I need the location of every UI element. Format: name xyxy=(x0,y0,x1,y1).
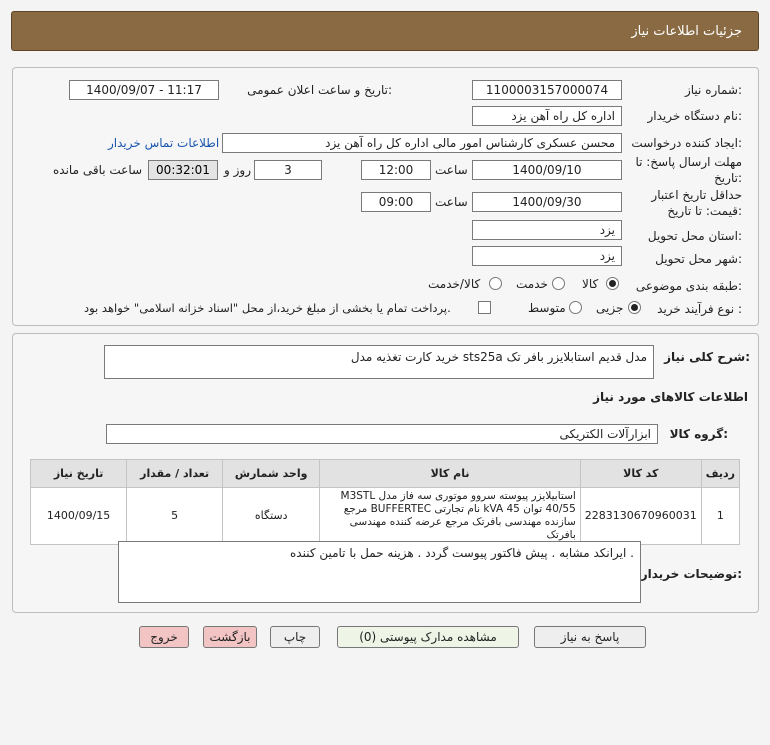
buyer-notes-label: توضیحات خریدار: xyxy=(640,567,742,581)
price-validity-label: حداقل تاریخ اعتبار xyxy=(651,188,742,202)
process-medium-radio[interactable] xyxy=(569,301,582,314)
requester-field[interactable]: محسن عسکری کارشناس امور مالی اداره کل راه آهن یزد xyxy=(222,133,622,153)
process-partial-radio[interactable] xyxy=(628,301,641,314)
col-date: تاریخ نیاز xyxy=(31,460,127,488)
response-time-field[interactable]: 12:00 xyxy=(361,160,431,180)
col-row: ردیف xyxy=(701,460,739,488)
cell-name: استابیلایزر پیوسته سروو موتوری سه فاز مدل M3STL 40/55 توان 45 kVA نام تجارتی BUFFERTEC مرجع سازنده مهندسی بافرتک مرجع عرضه کننده مهندسی بافرتک xyxy=(320,488,581,545)
col-unit: واحد شمارش xyxy=(223,460,320,488)
goods-table xyxy=(30,459,740,545)
requester-label: ایجاد کننده درخواست: xyxy=(631,136,742,150)
page-title: جزئیات اطلاعات نیاز xyxy=(631,24,742,39)
remaining-time-field: 00:32:01 xyxy=(148,160,218,180)
page-title-bar xyxy=(11,11,759,51)
days-label: روز و xyxy=(224,163,251,177)
announce-datetime-field[interactable]: 1400/09/07 - 11:17 xyxy=(69,80,219,100)
exit-button[interactable]: خروج xyxy=(139,626,189,648)
announce-datetime-label: تاریخ و ساعت اعلان عمومی: xyxy=(247,83,392,97)
delivery-province-label: استان محل تحویل: xyxy=(647,229,742,243)
category-goods-service-label: کالا/خدمت xyxy=(428,277,481,291)
category-goods-service-radio[interactable] xyxy=(489,277,502,290)
goods-group-label: گروه کالا: xyxy=(669,427,728,441)
table-row xyxy=(31,488,740,545)
goods-table-header xyxy=(31,460,740,488)
delivery-city-field[interactable]: یزد xyxy=(472,246,622,266)
price-validity-time-label: ساعت xyxy=(435,195,468,209)
process-medium-label: متوسط xyxy=(528,301,566,315)
category-goods-label: کالا xyxy=(582,277,599,291)
col-name: نام کالا xyxy=(320,460,581,488)
need-number-field[interactable]: 1100003157000074 xyxy=(472,80,622,100)
remaining-time-label: ساعت باقی مانده xyxy=(53,163,143,177)
goods-section-title: اطلاعات کالاهای مورد نیاز xyxy=(593,390,748,404)
treasury-payment-checkbox[interactable] xyxy=(478,301,491,314)
view-attachments-button[interactable]: مشاهده مدارک پیوستی (0) xyxy=(337,626,519,648)
cell-date: 1400/09/15 xyxy=(31,488,127,545)
price-validity-date-field[interactable]: 1400/09/30 xyxy=(472,192,622,212)
response-deadline-label-2: تاریخ: xyxy=(714,171,742,185)
price-validity-time-field[interactable]: 09:00 xyxy=(361,192,431,212)
purchase-process-label: نوع فرآیند خرید : xyxy=(657,302,742,316)
need-number-label: شماره نیاز: xyxy=(684,83,742,97)
price-validity-label-2: قیمت: تا تاریخ: xyxy=(667,204,742,218)
buyer-org-label: نام دستگاه خریدار: xyxy=(647,109,742,123)
category-label: طبقه بندی موضوعی: xyxy=(635,279,742,293)
response-time-label: ساعت xyxy=(435,163,468,177)
print-button[interactable]: چاپ xyxy=(270,626,320,648)
need-summary-label: شرح کلی نیاز: xyxy=(664,350,750,364)
cell-qty: 5 xyxy=(127,488,223,545)
process-partial-label: جزیی xyxy=(596,301,624,315)
buyer-contact-link[interactable]: اطلاعات تماس خریدار xyxy=(108,136,220,150)
category-service-radio[interactable] xyxy=(552,277,565,290)
col-code: کد کالا xyxy=(580,460,701,488)
category-service-label: خدمت xyxy=(516,277,548,291)
col-qty: تعداد / مقدار xyxy=(127,460,223,488)
reply-button[interactable]: پاسخ به نیاز xyxy=(534,626,646,648)
buyer-notes-field[interactable]: ایرانکد مشابه . پیش فاکتور پیوست گردد . هزینه حمل با تامین کننده . xyxy=(118,541,641,603)
cell-row: 1 xyxy=(701,488,739,545)
response-deadline-label: مهلت ارسال پاسخ: تا xyxy=(635,155,742,169)
cell-unit: دستگاه xyxy=(223,488,320,545)
cell-code: 2283130670960031 xyxy=(580,488,701,545)
back-button[interactable]: بازگشت xyxy=(203,626,257,648)
delivery-city-label: شهر محل تحویل: xyxy=(655,252,742,266)
response-date-field[interactable]: 1400/09/10 xyxy=(472,160,622,180)
category-goods-radio[interactable] xyxy=(606,277,619,290)
goods-group-field[interactable]: ابزارآلات الکتریکی xyxy=(106,424,658,444)
days-remaining-field[interactable]: 3 xyxy=(254,160,322,180)
treasury-payment-note: پرداخت تمام یا بخشی از مبلغ خرید،از محل "اسناد خزانه اسلامی" خواهد بود. xyxy=(84,301,451,315)
buyer-org-field[interactable]: اداره کل راه آهن یزد xyxy=(472,106,622,126)
need-summary-field[interactable]: خرید کارت تغذیه مدل sts25a مدل قدیم استابلایزر بافر تک xyxy=(104,345,654,379)
delivery-province-field[interactable]: یزد xyxy=(472,220,622,240)
